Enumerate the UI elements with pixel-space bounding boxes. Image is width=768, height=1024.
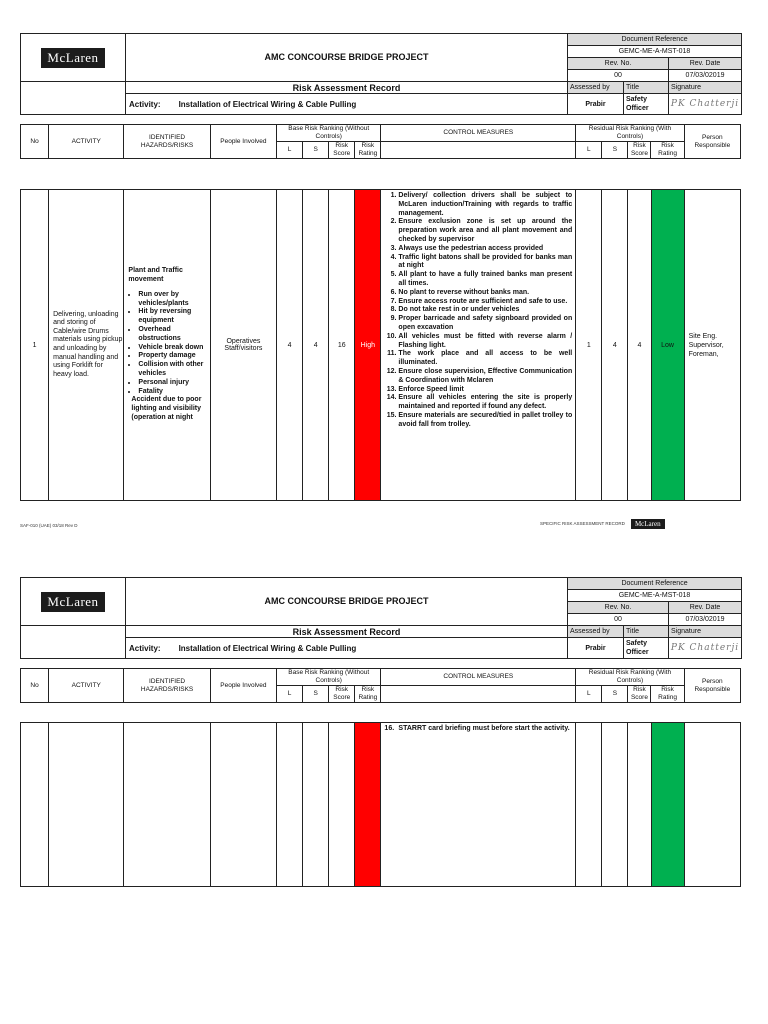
hazard-list (128, 291, 207, 397)
person-responsible: Site Eng. Supervisor, Foreman, (684, 190, 740, 501)
document-header (20, 33, 742, 115)
control-item-number: 16. (384, 725, 395, 732)
col-activity: ACTIVITY (49, 125, 124, 159)
people-empty (210, 723, 276, 887)
control-item: 9. Proper barricade and safety signboard provided on open excavation (398, 315, 572, 333)
res-s: 4 (602, 190, 628, 501)
res-score-empty (628, 723, 651, 887)
logo-spacer (21, 626, 126, 659)
rev-date-label: Rev. Date (669, 602, 742, 614)
res-rating-low: Low (651, 190, 684, 501)
col-residual-ranking: Residual Risk Ranking (With Controls) (576, 669, 684, 686)
hazards-empty (124, 723, 210, 887)
col-no: No (21, 669, 49, 703)
col-base-rating: Risk Rating (355, 686, 381, 703)
control-item: 13. Enforce Speed limit (398, 386, 572, 395)
col-residual-ranking: Residual Risk Ranking (With Controls) (576, 125, 684, 142)
risk-row-2 (20, 722, 741, 887)
rev-date-label: Rev. Date (669, 58, 742, 70)
control-item: 5. All plant to have a fully trained banks man present all times. (398, 271, 572, 289)
hazard-item: • Personal injury (138, 379, 207, 388)
rev-no-label: Rev. No. (568, 602, 669, 614)
hazard-item: • Fatality (138, 388, 207, 397)
res-score: 4 (628, 190, 651, 501)
doc-ref-value: GEMC-ME-A-MST-018 (568, 590, 742, 602)
col-base-score: Risk Score (329, 686, 355, 703)
col-no: No (21, 125, 49, 159)
hazard-heading: Plant and Traffic movement (128, 267, 183, 284)
control-item (384, 725, 572, 734)
signature-scribble: PK Chatterji (670, 642, 740, 653)
rev-date-value: 07/03/02019 (669, 614, 742, 626)
col-base-ranking: Base Risk Ranking (Without Controls) (277, 125, 381, 142)
col-base-score: Risk Score (329, 142, 355, 159)
assessed-by-value: Prabir (568, 94, 624, 115)
assessed-by-label: Assessed by (568, 626, 624, 638)
signature-label: Signature (669, 626, 742, 638)
res-l: 1 (576, 190, 602, 501)
col-people: People Involved (210, 669, 276, 703)
col-res-rating: Risk Rating (651, 142, 684, 159)
control-item: 6. No plant to reverse without banks man. (398, 289, 572, 298)
signature-image (669, 94, 742, 115)
control-item: 1. Delivery/ collection drivers shall be subject to McLaren induction/Training with regards to traffic management. (398, 192, 572, 218)
base-score: 16 (329, 190, 355, 501)
logo-spacer (21, 82, 126, 115)
row-number-empty (21, 723, 49, 887)
footer-form-code: SAF-010 (UAE) 03/18 Rev D (20, 523, 78, 528)
page-2 (20, 577, 741, 897)
hazard-extra: Accident due to poor lighting and visibility (operation at night (131, 396, 202, 421)
base-score-empty (329, 723, 355, 887)
col-activity: ACTIVITY (49, 669, 124, 703)
col-hazards: IDENTIFIED HAZARDS/RISKS (124, 669, 210, 703)
signature-scribble: PK Chatterji (670, 98, 740, 109)
col-base-l: L (277, 686, 303, 703)
control-measures (381, 190, 576, 501)
base-l-empty (277, 723, 303, 887)
col-base-s: S (303, 686, 329, 703)
control-item: 15. Ensure materials are secured/tied in pallet trolley to avoid fall from trolley. (398, 412, 572, 430)
rev-no-value: 00 (568, 614, 669, 626)
col-control-blank (381, 686, 576, 703)
assessed-by-value: Prabir (568, 638, 624, 659)
footer-record (540, 519, 665, 529)
col-person: Person Responsible (684, 669, 740, 703)
signature-image (669, 638, 742, 659)
column-header (20, 668, 741, 703)
activity-row (126, 94, 568, 115)
hazard-item: • Run over by vehicles/plants (138, 291, 207, 309)
col-res-s: S (602, 686, 628, 703)
doc-ref-value: GEMC-ME-A-MST-018 (568, 46, 742, 58)
control-measures (381, 723, 576, 887)
control-item: 10. All vehicles must be fitted with reverse alarm / Flashing light. (398, 333, 572, 351)
control-item-text: STARRT card briefing must before start the activity. (398, 725, 570, 732)
activity-label: Activity: (129, 643, 161, 653)
activity-label: Activity: (129, 99, 161, 109)
document-header (20, 577, 742, 659)
project-title: AMC CONCOURSE BRIDGE PROJECT (126, 578, 568, 626)
activity-value: Installation of Electrical Wiring & Cable Pulling (178, 99, 357, 109)
activity-description: Delivering, unloading and storing of Cable/wire Drums materials using pickup and unloading by manual handling and using Forklift for heavy load. (49, 190, 124, 501)
person-empty (684, 723, 740, 887)
company-logo (21, 34, 126, 82)
col-person: Person Responsible (684, 125, 740, 159)
activity-row (126, 638, 568, 659)
page-1 (20, 33, 741, 533)
col-control: CONTROL MEASURES (381, 669, 576, 686)
col-res-s: S (602, 142, 628, 159)
res-rating-low-fill (651, 723, 684, 887)
base-s: 4 (303, 190, 329, 501)
col-base-ranking: Base Risk Ranking (Without Controls) (277, 669, 381, 686)
control-item: 4. Traffic light batons shall be provided for banks man at night (398, 254, 572, 272)
col-res-l: L (576, 686, 602, 703)
hazard-item: • Vehicle break down (138, 344, 207, 353)
col-res-l: L (576, 142, 602, 159)
control-list (384, 192, 572, 430)
doc-ref-title: Document Reference (568, 578, 742, 590)
people-involved: Operatives Staff/visitors (210, 190, 276, 501)
col-res-rating: Risk Rating (651, 686, 684, 703)
doc-ref-title: Document Reference (568, 34, 742, 46)
hazard-item: • Collision with other vehicles (138, 361, 207, 379)
activity-empty (49, 723, 124, 887)
base-s-empty (303, 723, 329, 887)
res-l-empty (576, 723, 602, 887)
rev-no-label: Rev. No. (568, 58, 669, 70)
hazard-item: • Overhead obstructions (138, 326, 207, 344)
title-label: Title (624, 82, 669, 94)
row-number: 1 (21, 190, 49, 501)
hazard-item: • Property damage (138, 352, 207, 361)
record-title: Risk Assessment Record (126, 626, 568, 638)
control-item: 2. Ensure exclusion zone is set up around the preparation work area and all plant movement and checked by supervisor (398, 218, 572, 244)
col-res-score: Risk Score (628, 686, 651, 703)
control-item: 8. Do not take rest in or under vehicles (398, 306, 572, 315)
col-base-l: L (277, 142, 303, 159)
col-control-blank (381, 142, 576, 159)
control-item: 12. Ensure close supervision, Effective Communication & Coordination with Mclaren (398, 368, 572, 386)
rev-date-value: 07/03/02019 (669, 70, 742, 82)
control-item: 7. Ensure access route are sufficient and safe to use. (398, 298, 572, 307)
control-item: 14. Ensure all vehicles entering the site is properly maintained and reported if found any defect. (398, 394, 572, 412)
assessor-title: Safety Officer (624, 94, 669, 115)
col-people: People Involved (210, 125, 276, 159)
record-title: Risk Assessment Record (126, 82, 568, 94)
col-control: CONTROL MEASURES (381, 125, 576, 142)
footer-record-title: SPECIFIC RISK ASSESSMENT RECORD (540, 521, 625, 527)
assessor-title: Safety Officer (624, 638, 669, 659)
column-header (20, 124, 741, 159)
control-item: 3. Always use the pedestrian access provided (398, 245, 572, 254)
footer-logo: McLaren (631, 519, 665, 529)
project-title: AMC CONCOURSE BRIDGE PROJECT (126, 34, 568, 82)
col-base-s: S (303, 142, 329, 159)
control-item: 11. The work place and all access to be well illuminated. (398, 350, 572, 368)
company-logo (21, 578, 126, 626)
title-label: Title (624, 626, 669, 638)
company-logo-text: McLaren (47, 49, 99, 65)
assessed-by-label: Assessed by (568, 82, 624, 94)
signature-label: Signature (669, 82, 742, 94)
col-res-score: Risk Score (628, 142, 651, 159)
hazards-cell (124, 190, 210, 501)
base-l: 4 (277, 190, 303, 501)
res-s-empty (602, 723, 628, 887)
activity-value: Installation of Electrical Wiring & Cable Pulling (178, 643, 357, 653)
col-hazards: IDENTIFIED HAZARDS/RISKS (124, 125, 210, 159)
col-base-rating: Risk Rating (355, 142, 381, 159)
rev-no-value: 00 (568, 70, 669, 82)
company-logo-text: McLaren (47, 593, 99, 609)
risk-row-1 (20, 189, 741, 501)
base-rating-high: High (355, 190, 381, 501)
hazard-item: • Hit by reversing equipment (138, 308, 207, 326)
base-rating-high-fill (355, 723, 381, 887)
